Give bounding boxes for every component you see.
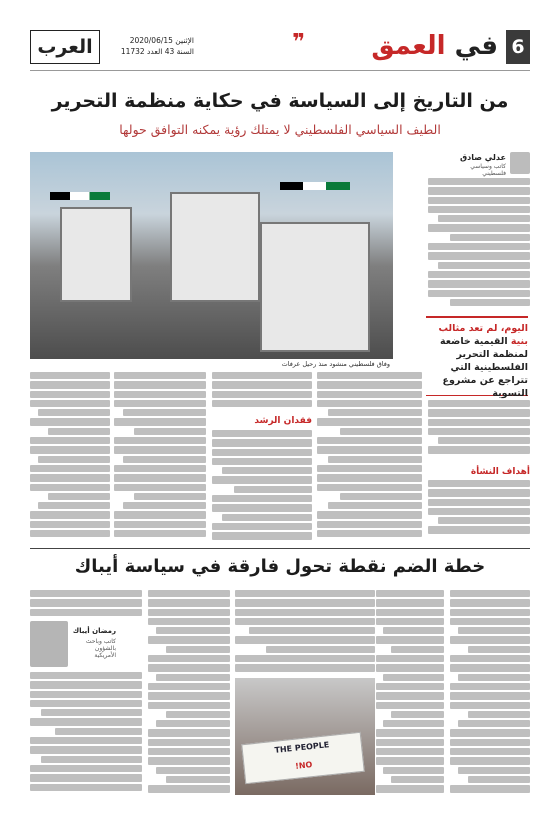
text-line bbox=[391, 711, 444, 718]
text-line bbox=[30, 700, 142, 707]
text-line bbox=[148, 618, 230, 625]
text-line bbox=[376, 599, 444, 606]
text-line bbox=[114, 418, 206, 425]
text-line bbox=[376, 590, 444, 597]
text-line bbox=[166, 711, 230, 718]
sign-text-1: THE PEOPLE bbox=[274, 740, 330, 755]
text-line bbox=[134, 493, 206, 500]
text-line bbox=[30, 521, 110, 528]
text-line bbox=[30, 746, 142, 753]
article2-column-5b bbox=[30, 672, 142, 795]
text-line bbox=[212, 449, 312, 456]
text-line bbox=[114, 511, 206, 518]
text-line bbox=[212, 458, 312, 465]
text-line bbox=[428, 480, 530, 487]
text-line bbox=[438, 437, 530, 444]
text-line bbox=[114, 530, 206, 537]
author-name: عدلي صادق bbox=[460, 153, 506, 162]
text-line bbox=[317, 381, 422, 388]
author-role: كاتب وباحث بالشؤون الأمريكية bbox=[85, 638, 116, 659]
text-line bbox=[148, 636, 230, 643]
text-line bbox=[468, 646, 530, 653]
text-line bbox=[114, 437, 206, 444]
text-line bbox=[148, 692, 230, 699]
text-line bbox=[458, 627, 530, 634]
text-line bbox=[114, 446, 206, 453]
text-line bbox=[391, 776, 444, 783]
article1-subhead: الطيف السياسي الفلسطيني لا يمتلك رؤية يمكنه التوافق حولها bbox=[119, 122, 441, 137]
flag-decoration bbox=[50, 192, 110, 200]
text-line bbox=[317, 418, 422, 425]
text-line bbox=[30, 511, 110, 518]
text-line bbox=[383, 674, 444, 681]
text-line bbox=[450, 599, 530, 606]
portrait-poster bbox=[60, 207, 132, 302]
article1-column-5 bbox=[30, 372, 110, 542]
author-avatar bbox=[510, 152, 530, 174]
text-line bbox=[428, 280, 530, 287]
text-line bbox=[148, 785, 230, 792]
text-line bbox=[222, 514, 312, 521]
text-line bbox=[450, 618, 530, 625]
article-divider bbox=[30, 548, 530, 549]
text-line bbox=[114, 484, 206, 491]
text-line bbox=[123, 456, 206, 463]
text-line bbox=[156, 674, 230, 681]
newspaper-logo: العرب bbox=[30, 30, 100, 64]
text-line bbox=[148, 748, 230, 755]
text-line bbox=[114, 400, 206, 407]
text-line bbox=[428, 419, 530, 426]
text-line bbox=[438, 262, 530, 269]
text-line bbox=[383, 720, 444, 727]
text-line bbox=[166, 776, 230, 783]
text-line bbox=[317, 437, 422, 444]
text-line bbox=[438, 215, 530, 222]
text-line bbox=[428, 187, 530, 194]
text-line bbox=[376, 757, 444, 764]
text-line bbox=[450, 692, 530, 699]
text-line bbox=[458, 767, 530, 774]
article1-column-right-top bbox=[428, 178, 530, 314]
article1-pullquote bbox=[426, 316, 528, 399]
text-line bbox=[30, 418, 110, 425]
text-line bbox=[114, 474, 206, 481]
text-line bbox=[376, 618, 444, 625]
text-line bbox=[328, 502, 423, 509]
section-title bbox=[371, 31, 498, 61]
article2-column-2 bbox=[376, 590, 444, 795]
text-line bbox=[317, 446, 422, 453]
text-line bbox=[450, 655, 530, 662]
issue-number: السنة 43 العدد 11732 bbox=[120, 47, 194, 56]
text-line bbox=[212, 504, 312, 511]
text-line bbox=[450, 683, 530, 690]
article1-column-right-bottom2 bbox=[428, 480, 530, 542]
article2-column-3 bbox=[235, 590, 375, 674]
text-line bbox=[450, 702, 530, 709]
text-line bbox=[317, 372, 422, 379]
text-line bbox=[376, 655, 444, 662]
text-line bbox=[428, 243, 530, 250]
text-line bbox=[55, 728, 142, 735]
text-line bbox=[450, 234, 530, 241]
article1-column-3b bbox=[212, 430, 312, 542]
text-line bbox=[317, 465, 422, 472]
article1-photo bbox=[30, 152, 393, 359]
text-line bbox=[376, 692, 444, 699]
text-line bbox=[114, 381, 206, 388]
text-line bbox=[212, 391, 312, 398]
text-line bbox=[156, 720, 230, 727]
text-line bbox=[166, 646, 230, 653]
text-line bbox=[148, 702, 230, 709]
text-line bbox=[328, 456, 423, 463]
text-line bbox=[450, 729, 530, 736]
text-line bbox=[30, 718, 142, 725]
text-line bbox=[376, 748, 444, 755]
text-line bbox=[148, 609, 230, 616]
text-line bbox=[38, 409, 110, 416]
text-line bbox=[458, 720, 530, 727]
article1-photo-caption: وفاق فلسطيني منشود منذ رحيل عرفات bbox=[281, 360, 390, 368]
text-line bbox=[317, 484, 422, 491]
portrait-poster bbox=[170, 192, 260, 302]
text-line bbox=[114, 465, 206, 472]
text-line bbox=[123, 502, 206, 509]
text-line bbox=[317, 474, 422, 481]
author-name: رمضان أيباك bbox=[72, 627, 116, 635]
text-line bbox=[235, 590, 375, 597]
text-line bbox=[30, 400, 110, 407]
article1-column-4 bbox=[114, 372, 206, 542]
article2-column-1 bbox=[450, 590, 530, 795]
text-line bbox=[450, 609, 530, 616]
text-line bbox=[235, 609, 375, 616]
text-line bbox=[30, 681, 142, 688]
text-line bbox=[317, 530, 422, 537]
article1-headline: من التاريخ إلى السياسة في حكاية منظمة التحرير bbox=[51, 90, 509, 112]
text-line bbox=[450, 785, 530, 792]
text-line bbox=[48, 493, 110, 500]
text-line bbox=[340, 428, 422, 435]
text-line bbox=[41, 756, 142, 763]
text-line bbox=[376, 739, 444, 746]
article1-subheading-2: أهداف النشأة bbox=[470, 467, 530, 477]
text-line bbox=[30, 784, 142, 791]
issue-info bbox=[104, 35, 194, 57]
page-header bbox=[30, 30, 530, 66]
article1-subheading-1: فقدان الرشد bbox=[254, 416, 312, 426]
text-line bbox=[156, 627, 230, 634]
text-line bbox=[148, 729, 230, 736]
text-line bbox=[212, 523, 312, 530]
pullquote-prefix: اليوم، لم تعد مثالب بنية bbox=[438, 323, 528, 347]
text-line bbox=[317, 511, 422, 518]
text-line bbox=[428, 271, 530, 278]
text-line bbox=[450, 590, 530, 597]
text-line bbox=[148, 739, 230, 746]
text-line bbox=[391, 646, 444, 653]
text-line bbox=[376, 609, 444, 616]
text-line bbox=[428, 526, 530, 533]
text-line bbox=[212, 381, 312, 388]
text-line bbox=[383, 627, 444, 634]
text-line bbox=[212, 439, 312, 446]
text-line bbox=[458, 674, 530, 681]
text-line bbox=[468, 711, 530, 718]
text-line bbox=[30, 609, 142, 616]
text-line bbox=[428, 252, 530, 259]
text-line bbox=[41, 709, 142, 716]
text-line bbox=[222, 467, 312, 474]
text-line bbox=[235, 655, 375, 662]
text-line bbox=[450, 299, 530, 306]
article1-column-3 bbox=[212, 372, 312, 412]
article1-column-right-bottom bbox=[428, 400, 530, 464]
text-line bbox=[450, 664, 530, 671]
text-line bbox=[30, 599, 142, 606]
sign-text-2: NO! bbox=[294, 760, 313, 771]
text-line bbox=[48, 428, 110, 435]
article2-headline: خطة الضم نقطة تحول فارقة في سياسة أيباك bbox=[74, 556, 486, 577]
text-line bbox=[383, 767, 444, 774]
text-line bbox=[328, 409, 423, 416]
text-line bbox=[148, 757, 230, 764]
text-line bbox=[428, 206, 530, 213]
text-line bbox=[428, 489, 530, 496]
text-line bbox=[30, 381, 110, 388]
text-line bbox=[212, 400, 312, 407]
text-line bbox=[428, 178, 530, 185]
text-line bbox=[30, 437, 110, 444]
text-line bbox=[30, 372, 110, 379]
text-line bbox=[114, 372, 206, 379]
quote-mark-icon: ❞ bbox=[292, 30, 305, 55]
text-line bbox=[114, 391, 206, 398]
text-line bbox=[148, 599, 230, 606]
article2-author bbox=[30, 621, 116, 667]
text-line bbox=[30, 672, 142, 679]
text-line bbox=[134, 428, 206, 435]
text-line bbox=[235, 636, 375, 643]
text-line bbox=[317, 521, 422, 528]
text-line bbox=[376, 702, 444, 709]
article1-column-2 bbox=[317, 372, 422, 542]
author-role: كاتب وسياسي فلسطيني bbox=[470, 163, 506, 177]
text-line bbox=[30, 391, 110, 398]
text-line bbox=[428, 197, 530, 204]
article1-author bbox=[450, 152, 530, 177]
text-line bbox=[30, 530, 110, 537]
text-line bbox=[376, 729, 444, 736]
text-line bbox=[428, 290, 530, 297]
text-line bbox=[317, 400, 422, 407]
text-line bbox=[376, 683, 444, 690]
text-line bbox=[428, 224, 530, 231]
text-line bbox=[30, 484, 110, 491]
text-line bbox=[428, 428, 530, 435]
author-avatar bbox=[30, 621, 68, 667]
issue-date: الإثنين 2020/06/15 bbox=[129, 36, 194, 45]
text-line bbox=[30, 737, 142, 744]
section-title-prefix: في bbox=[454, 31, 498, 61]
text-line bbox=[235, 664, 375, 671]
text-line bbox=[123, 409, 206, 416]
header-divider bbox=[30, 70, 530, 71]
text-line bbox=[30, 590, 142, 597]
text-line bbox=[212, 532, 312, 539]
text-line bbox=[30, 691, 142, 698]
text-line bbox=[235, 618, 375, 625]
text-line bbox=[428, 508, 530, 515]
text-line bbox=[428, 400, 530, 407]
section-title-accent: العمق bbox=[371, 31, 446, 61]
portrait-poster bbox=[260, 222, 370, 352]
text-line bbox=[340, 493, 422, 500]
text-line bbox=[38, 456, 110, 463]
text-line bbox=[428, 409, 530, 416]
text-line bbox=[235, 599, 375, 606]
article2-photo bbox=[235, 678, 375, 795]
pullquote-main: القيمية خاضعة لمنظمة التحرير الفلسطينية التي تتراجع عن مشروع التسوية bbox=[440, 336, 528, 399]
text-line bbox=[376, 785, 444, 792]
text-line bbox=[30, 774, 142, 781]
text-line bbox=[212, 430, 312, 437]
text-line bbox=[450, 748, 530, 755]
text-line bbox=[450, 739, 530, 746]
text-line bbox=[30, 765, 142, 772]
text-line bbox=[148, 655, 230, 662]
text-line bbox=[148, 683, 230, 690]
text-line bbox=[317, 391, 422, 398]
text-line bbox=[234, 486, 312, 493]
text-line bbox=[376, 664, 444, 671]
text-line bbox=[30, 474, 110, 481]
text-line bbox=[148, 590, 230, 597]
article2-column-4 bbox=[148, 590, 230, 795]
text-line bbox=[212, 476, 312, 483]
text-line bbox=[114, 521, 206, 528]
text-line bbox=[212, 495, 312, 502]
text-line bbox=[450, 757, 530, 764]
page-number: 6 bbox=[506, 30, 530, 64]
text-line bbox=[438, 517, 530, 524]
text-line bbox=[266, 646, 375, 653]
text-line bbox=[428, 446, 530, 453]
text-line bbox=[148, 664, 230, 671]
text-line bbox=[450, 636, 530, 643]
article2-column-5 bbox=[30, 590, 142, 618]
text-line bbox=[468, 776, 530, 783]
flag-decoration bbox=[280, 182, 350, 190]
text-line bbox=[156, 767, 230, 774]
text-line bbox=[30, 465, 110, 472]
text-line bbox=[249, 627, 375, 634]
text-line bbox=[428, 499, 530, 506]
protest-sign bbox=[241, 732, 365, 784]
text-line bbox=[376, 636, 444, 643]
text-line bbox=[30, 446, 110, 453]
text-line bbox=[212, 372, 312, 379]
text-line bbox=[38, 502, 110, 509]
